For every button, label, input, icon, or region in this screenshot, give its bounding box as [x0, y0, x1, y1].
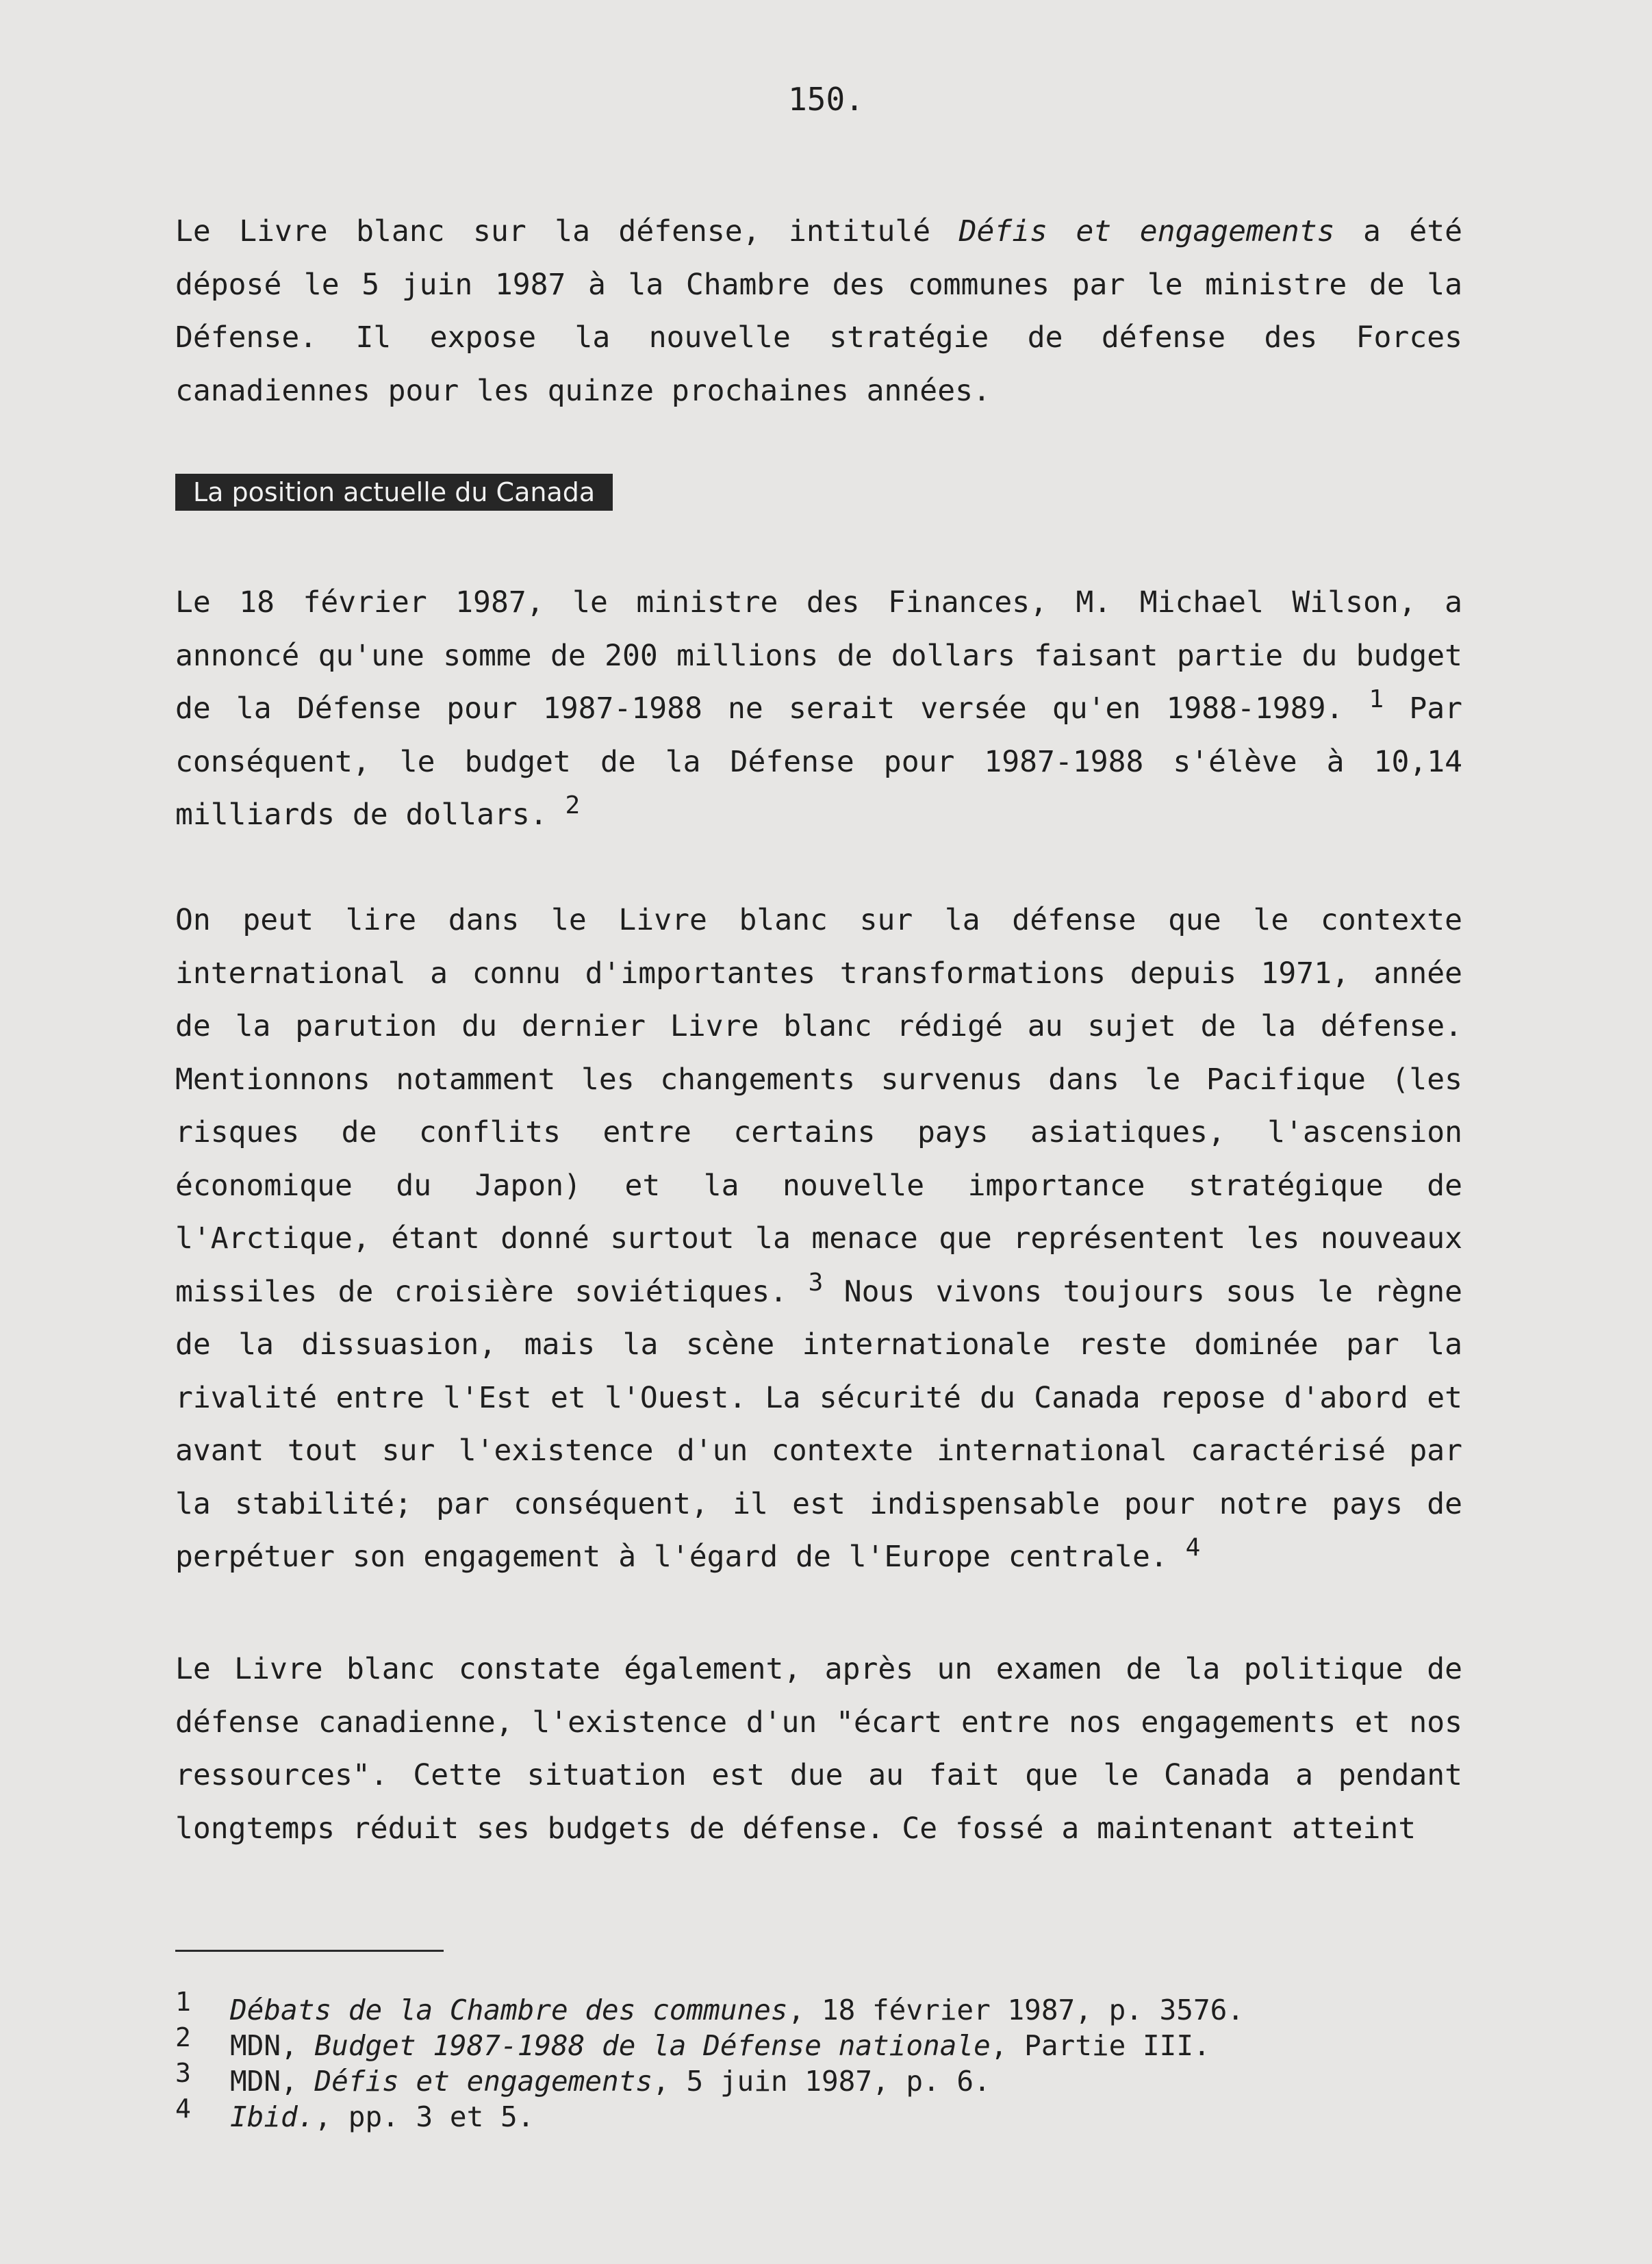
- footnote-prefix: MDN,: [230, 2029, 315, 2062]
- footnote-rest: , Partie III.: [990, 2029, 1210, 2062]
- budget-text-end: Par conséquent, le budget de la Défense pour 1987-1988 s'élève à 10,14 milliards de dollars.: [175, 691, 1462, 832]
- footnote-2: [175, 2022, 1462, 2063]
- footnote-number: 4: [175, 2094, 191, 2124]
- footnote-4: [175, 2094, 1462, 2135]
- footnote-title: Budget 1987-1988 de la Défense nationale: [314, 2029, 991, 2062]
- white-paper-title: Défis et engagements: [958, 214, 1335, 249]
- intro-paragraph: [175, 205, 1462, 418]
- gap-paragraph: Le Livre blanc constate également, après un examen de la politique de défense canadienne, l'existence d'un "écart entre nos engagements et nos ressources". Cette situation est due au fait que le Canada a pendant longtemps réduit ses budgets de défense. Ce fossé a maintenant atteint: [175, 1652, 1462, 1846]
- footnote-title: Défis et engagements: [314, 2065, 653, 2098]
- footnote-3: [175, 2058, 1462, 2099]
- footnote-number: 3: [175, 2058, 191, 2088]
- footnotes-list: [175, 1987, 1462, 2135]
- footnote-prefix: MDN,: [230, 2065, 315, 2098]
- footnote-1: [175, 1987, 1462, 2028]
- intro-text-start: Le Livre blanc sur la défense, intitulé: [175, 214, 959, 249]
- intro-text-end: a été déposé le 5 juin 1987 à la Chambre des communes par le ministre de la Défense. Il expose la nouvelle stratégie de défense des Forces canadiennes pour les quinze prochaines années.: [175, 214, 1462, 408]
- context-text-start: On peut lire dans le Livre blanc sur la défense que le contexte international a connu d'importantes transformations depuis 1971, année de la parution du dernier Livre blanc rédigé au sujet de la défense. Mentionnons notamment les changements survenus dans le Pacifique (les risques de conflits entre certains pays asiatiques, l'ascension économique du Japon) et la nouvelle importance stratégique de l'Arctique, étant donné surtout la menace que représentent les nouveaux missiles de croisière soviétiques.: [175, 903, 1462, 1309]
- footnote-title: Ibid.: [230, 2100, 315, 2133]
- budget-text-start: Le 18 février 1987, le ministre des Finances, M. Michael Wilson, a annoncé qu'une somme de 200 millions de dollars faisant partie du budget de la Défense pour 1987-1988 ne serait versée qu'en 1988-1989.: [175, 585, 1462, 726]
- footnote-title: Débats de la Chambre des communes: [230, 1994, 788, 2026]
- footnote-text: [230, 2100, 534, 2133]
- footnote-text: [230, 2065, 991, 2098]
- footnote-number: 1: [175, 1987, 191, 2017]
- section-heading: La position actuelle du Canada: [175, 474, 613, 511]
- footnote-ref-4[interactable]: 4: [1185, 1533, 1201, 1562]
- footnote-ref-2[interactable]: 2: [565, 791, 581, 819]
- page-number: 150.: [788, 81, 864, 118]
- footnote-rest: , 5 juin 1987, p. 6.: [652, 2065, 991, 2098]
- context-text-end: Nous vivons toujours sous le règne de la dissuasion, mais la scène internationale reste dominée par la rivalité entre l'Est et l'Ouest. La sécurité du Canada repose d'abord et avant tout sur l'existence d'un contexte international caractérisé par la stabilité; par conséquent, il est indispensable pour notre pays de perpétuer son engagement à l'égard de l'Europe centrale.: [175, 1274, 1463, 1574]
- footnote-number: 2: [175, 2022, 191, 2052]
- footnote-text: [230, 1994, 1244, 2026]
- footnote-separator: [175, 1950, 444, 1952]
- footnote-rest: , 18 février 1987, p. 3576.: [787, 1994, 1245, 2026]
- footnote-ref-3[interactable]: 3: [808, 1268, 824, 1297]
- footnote-text: [230, 2029, 1210, 2062]
- footnote-rest: , pp. 3 et 5.: [314, 2100, 535, 2133]
- context-paragraph: [175, 894, 1462, 1584]
- budget-paragraph: [175, 576, 1462, 842]
- footnote-ref-1[interactable]: 1: [1369, 685, 1384, 713]
